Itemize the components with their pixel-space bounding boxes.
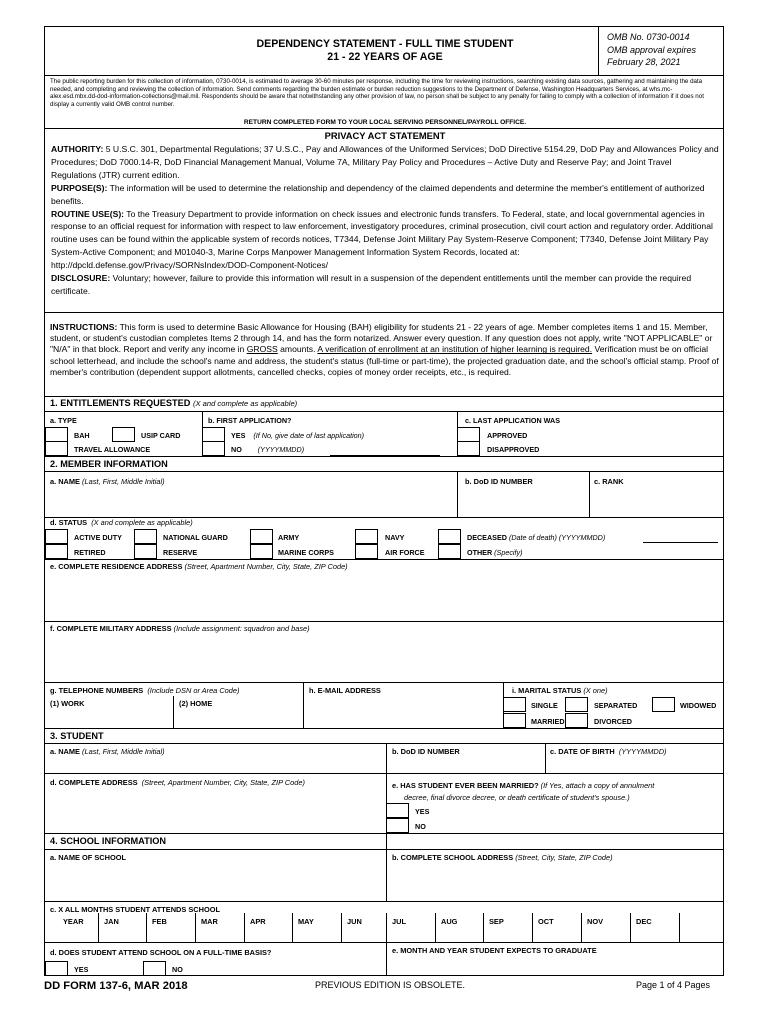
title-line1: DEPENDENCY STATEMENT - FULL TIME STUDENT <box>256 38 514 50</box>
omb-block <box>607 31 696 69</box>
last-application-label: c. LAST APPLICATION WAS <box>465 416 561 425</box>
dob-hint: (YYYYMMDD) <box>618 747 667 756</box>
full-time-question-label: d. DOES STUDENT ATTEND SCHOOL ON A FULL-TIME BASIS? <box>50 948 272 957</box>
member-status-label <box>50 518 193 527</box>
work-phone-label: (1) WORK <box>50 699 85 708</box>
section1-heading: 1. ENTITLEMENTS REQUESTED <box>50 398 191 408</box>
marital-text: i. MARITAL STATUS <box>512 686 582 695</box>
army-checkbox[interactable] <box>250 529 273 544</box>
month-0-checkbox-cell[interactable]: JAN <box>104 917 119 926</box>
instructions-text1: This form is used to determine Basic Allowance for Housing (BAH) eligibility for students 21 - 22 years of age. Member completes items 1 and 15. Member, student, or student's custodian completes Items 2 through 14, and has the form notarized. Answer every question. If any question does not apply, write "NOT APPLICABLE" or "N/A" in that block. Report and verify any income in <box>50 322 713 355</box>
telephone-hint: (Include DSN or Area Code) <box>147 686 240 695</box>
form-title <box>185 38 585 63</box>
air-force-checkbox[interactable] <box>355 544 378 559</box>
member-name-text: a. NAME <box>50 477 80 486</box>
student-name-label <box>50 747 165 756</box>
full-time-no-checkbox[interactable] <box>143 961 166 976</box>
bah-checkbox[interactable] <box>45 427 68 442</box>
gross-text: GROSS <box>246 344 278 355</box>
navy-checkbox[interactable] <box>355 529 378 544</box>
first-application-label: b. FIRST APPLICATION? <box>208 416 292 425</box>
authority-text: 5 U.S.C. 301, Departmental Regulations; 37 U.S.C., Pay and Allowances of the Uniformed Services; DoD Directive 5154.29, DoD Pay and Allowances Policy and Procedures; DoD 7000.14-R, DoD Financial Management Manual, Volume 7A, Military Pay Policy and Procedures – Active Duty and Reserve Pay; and Joint Travel Regulations (JTR) current edition. <box>51 144 719 180</box>
verification-required: A verification of enrollment at an institution of higher learning is required. <box>317 344 593 355</box>
approved-checkbox[interactable] <box>457 427 480 442</box>
previous-edition-notice: PREVIOUS EDITION IS OBSOLETE. <box>315 980 466 990</box>
school-address-hint: (Street, City, State, ZIP Code) <box>515 853 613 862</box>
other-hint: (Specify) <box>494 548 523 557</box>
member-name-label <box>50 477 165 486</box>
navy-label: NAVY <box>385 533 405 542</box>
month-11-checkbox-cell[interactable]: DEC <box>636 917 652 926</box>
disclosure-text: Voluntary; however, failure to provide this information will result in a suspension of the dependent entitlements until the member can provide the required certificate. <box>51 273 692 296</box>
military-address-label <box>50 624 310 633</box>
other-text: OTHER <box>467 548 493 557</box>
marital-hint: (X one) <box>583 686 608 695</box>
return-notice: RETURN COMPLETED FORM TO YOUR LOCAL SERVING PERSONNEL/PAYROLL OFFICE. <box>243 119 527 126</box>
telephone-text: g. TELEPHONE NUMBERS <box>50 686 144 695</box>
status-hint: (X and complete as applicable) <box>91 518 193 527</box>
single-checkbox[interactable] <box>503 697 526 712</box>
military-address-text: f. COMPLETE MILITARY ADDRESS <box>50 624 172 633</box>
first-app-no-label <box>231 445 304 454</box>
other-status-label <box>467 548 523 557</box>
student-married-no-checkbox[interactable] <box>386 818 409 833</box>
deceased-text: DECEASED <box>467 533 507 542</box>
month-2-checkbox-cell[interactable]: MAR <box>201 917 218 926</box>
national-guard-checkbox[interactable] <box>134 529 157 544</box>
month-7-checkbox-cell[interactable]: AUG <box>441 917 458 926</box>
title-line2: 21 - 22 YEARS OF AGE <box>327 50 443 63</box>
form-number: DD FORM 137-6, MAR 2018 <box>44 980 188 992</box>
residence-address-label <box>50 562 348 571</box>
marine-corps-checkbox[interactable] <box>250 544 273 559</box>
omb-date: February 28, 2021 <box>607 57 681 67</box>
widowed-checkbox[interactable] <box>652 697 675 712</box>
form-page <box>44 26 724 976</box>
student-address-label <box>50 778 305 787</box>
month-1-checkbox-cell[interactable]: FEB <box>152 917 167 926</box>
instructions-text2: amounts. <box>280 344 316 355</box>
student-dod-id-label: b. DoD ID NUMBER <box>392 747 460 756</box>
air-force-label: AIR FORCE <box>385 548 425 557</box>
widowed-label: WIDOWED <box>680 701 717 710</box>
month-4-checkbox-cell[interactable]: MAY <box>298 917 314 926</box>
retired-label: RETIRED <box>74 548 106 557</box>
full-time-no-label: NO <box>172 965 183 974</box>
month-5-checkbox-cell[interactable]: JUN <box>347 917 362 926</box>
instructions <box>50 322 720 378</box>
month-8-checkbox-cell[interactable]: SEP <box>489 917 504 926</box>
month-10-checkbox-cell[interactable]: NOV <box>587 917 604 926</box>
student-married-yes-checkbox[interactable] <box>386 803 409 818</box>
student-name-text: a. NAME <box>50 747 80 756</box>
usip-card-checkbox[interactable] <box>112 427 135 442</box>
no-text: NO <box>231 445 242 454</box>
divorced-checkbox[interactable] <box>565 713 588 728</box>
student-address-hint: (Street, Apartment Number, City, State, ZIP Code) <box>141 778 305 787</box>
type-label: a. TYPE <box>50 416 77 425</box>
residence-hint: (Street, Apartment Number, City, State, ZIP Code) <box>184 562 348 571</box>
other-status-checkbox[interactable] <box>438 544 461 559</box>
month-9-checkbox-cell[interactable]: OCT <box>538 917 554 926</box>
reserve-checkbox[interactable] <box>134 544 157 559</box>
first-app-yes-label <box>231 431 364 440</box>
active-duty-checkbox[interactable] <box>45 529 68 544</box>
army-label: ARMY <box>278 533 300 542</box>
purpose-label: PURPOSE(S): <box>51 182 108 193</box>
status-text: d. STATUS <box>50 518 88 527</box>
yes-text: YES <box>231 431 246 440</box>
student-married-label <box>392 780 654 804</box>
home-phone-label: (2) HOME <box>179 699 213 708</box>
section1-title <box>50 398 297 408</box>
travel-allowance-label: TRAVEL ALLOWANCE <box>74 445 151 454</box>
school-address-label <box>392 853 613 862</box>
omb-number: OMB No. 0730-0014 <box>607 32 690 42</box>
student-dob-label <box>550 747 667 756</box>
no-hint: (YYYYMMDD) <box>257 445 305 454</box>
email-label: h. E-MAIL ADDRESS <box>309 686 381 695</box>
single-label: SINGLE <box>531 701 558 710</box>
authority-label: AUTHORITY: <box>51 144 104 154</box>
student-address-text: d. COMPLETE ADDRESS <box>50 778 138 787</box>
married-q-hint2: decree, final divorce decree, or death certificate of student's spouse.) <box>404 793 630 802</box>
instructions-label: INSTRUCTIONS: <box>50 322 118 332</box>
national-guard-label: NATIONAL GUARD <box>163 533 228 542</box>
first-app-yes-checkbox[interactable] <box>202 427 225 442</box>
marital-status-label <box>512 686 608 695</box>
member-name-hint: (Last, First, Middle Initial) <box>82 477 165 486</box>
married-checkbox[interactable] <box>503 713 526 728</box>
burden-statement: The public reporting burden for this collection of information, 0730-0014, is estimated to average 30-60 minutes per response, including the time for reviewing instructions, searching existing data sources, gathering and maintaining the data needed, and completing and reviewing the collection of information. Send comments regarding the burden estimate or burden reduction suggestions to the Department of Defense, Washington Headquarters Services, at whs.mc-alex.esd.mbx.dd-dod-information-collections@mail.mil. Respondents should be aware that notwithstanding any other provision of law, no person shall be subject to any penalty for failing to comply with a collection of information if it does not display a currently valid OMB control number. <box>50 78 704 108</box>
student-married-no-label: NO <box>415 822 426 831</box>
school-name-label: a. NAME OF SCHOOL <box>50 853 126 862</box>
disclosure-label: DISCLOSURE: <box>51 273 111 284</box>
section1-hint: (X and complete as applicable) <box>192 399 298 408</box>
deceased-hint: (Date of death) (YYYYMMDD) <box>508 533 606 542</box>
omb-expires: OMB approval expires <box>607 44 697 55</box>
marine-corps-label: MARINE CORPS <box>278 548 334 557</box>
deceased-checkbox[interactable] <box>438 529 461 544</box>
purpose-text: The information will be used to determine the relationship and dependency of the claimed dependents and determine the member's entitlement of authorized benefits. <box>51 182 705 206</box>
telephone-label <box>50 686 239 695</box>
married-label: MARRIED <box>531 717 565 726</box>
retired-checkbox[interactable] <box>45 544 68 559</box>
months-attended-label: c. X ALL MONTHS STUDENT ATTENDS SCHOOL <box>50 905 220 914</box>
member-dod-id-label: b. DoD ID NUMBER <box>465 477 533 486</box>
month-3-checkbox-cell[interactable]: APR <box>250 917 266 926</box>
first-app-no-checkbox[interactable] <box>202 441 225 456</box>
privacy-act-statement <box>51 143 719 298</box>
residence-text: e. COMPLETE RESIDENCE ADDRESS <box>50 562 183 571</box>
student-name-hint: (Last, First, Middle Initial) <box>82 747 165 756</box>
date-of-death-line[interactable] <box>643 542 718 543</box>
privacy-title: PRIVACY ACT STATEMENT <box>324 130 446 141</box>
separated-label: SEPARATED <box>594 701 638 710</box>
active-duty-label: ACTIVE DUTY <box>74 533 122 542</box>
instructions-text3: Verification must be on official school letterhead, and include the school's name and address, the student's status (full-time or part-time), the projected graduation date, and the school's official stamp. Proof of member's contribution (dependent support allotments, cancelled checks, copies of money order receipts, etc., is required. <box>50 344 719 377</box>
graduation-label: e. MONTH AND YEAR STUDENT EXPECTS TO GRADUATE <box>392 946 597 955</box>
section2-title: 2. MEMBER INFORMATION <box>50 459 168 469</box>
approved-label: APPROVED <box>487 431 528 440</box>
full-time-yes-checkbox[interactable] <box>45 961 68 976</box>
separated-checkbox[interactable] <box>565 697 588 712</box>
usip-card-label: USIP CARD <box>141 431 181 440</box>
disapproved-checkbox[interactable] <box>457 441 480 456</box>
full-time-yes-label: YES <box>74 965 89 974</box>
month-6-checkbox-cell[interactable]: JUL <box>392 917 406 926</box>
divorced-label: DIVORCED <box>594 717 632 726</box>
travel-allowance-checkbox[interactable] <box>45 441 68 456</box>
married-q-hint1: (If Yes, attach a copy of annulment <box>540 781 655 790</box>
routine-label: ROUTINE USE(S): <box>51 208 125 219</box>
bah-label: BAH <box>74 431 90 440</box>
routine-text: To the Treasury Department to provide information on check issues and electronic funds transfers. To Federal, state, and local governmental agencies in response to an official request for information with respect to law enforcement, investigatory procedures, criminal prosecution, civil court action and regulatory order. Additional routine uses can be found within the applicable system of records notices, T7344, Defense Joint Military Pay System-Reserve Component; T7340, Defense Joint Military Pay System-Active Component; and M01040-3, Marine Corps Manpower Management Information System Records, located at: http://dpcld.defense.gov/Privacy/SORNsIndex/DOD-Component-Notices/ <box>51 208 713 271</box>
year-label: YEAR <box>63 917 84 926</box>
married-q-text: e. HAS STUDENT EVER BEEN MARRIED? <box>392 781 539 790</box>
reserve-label: RESERVE <box>163 548 198 557</box>
dob-text: c. DATE OF BIRTH <box>550 747 615 756</box>
section4-title: 4. SCHOOL INFORMATION <box>50 836 167 846</box>
disapproved-label: DISAPPROVED <box>487 445 540 454</box>
member-rank-label: c. RANK <box>594 477 624 486</box>
section3-title: 3. STUDENT <box>50 731 104 741</box>
school-address-text: b. COMPLETE SCHOOL ADDRESS <box>392 853 514 862</box>
military-address-hint: (Include assignment: squadron and base) <box>173 624 310 633</box>
yes-hint: (If No, give date of last application) <box>253 431 365 440</box>
deceased-label <box>467 533 605 542</box>
page-number: Page 1 of 4 Pages <box>636 980 711 990</box>
student-married-yes-label: YES <box>415 807 430 816</box>
